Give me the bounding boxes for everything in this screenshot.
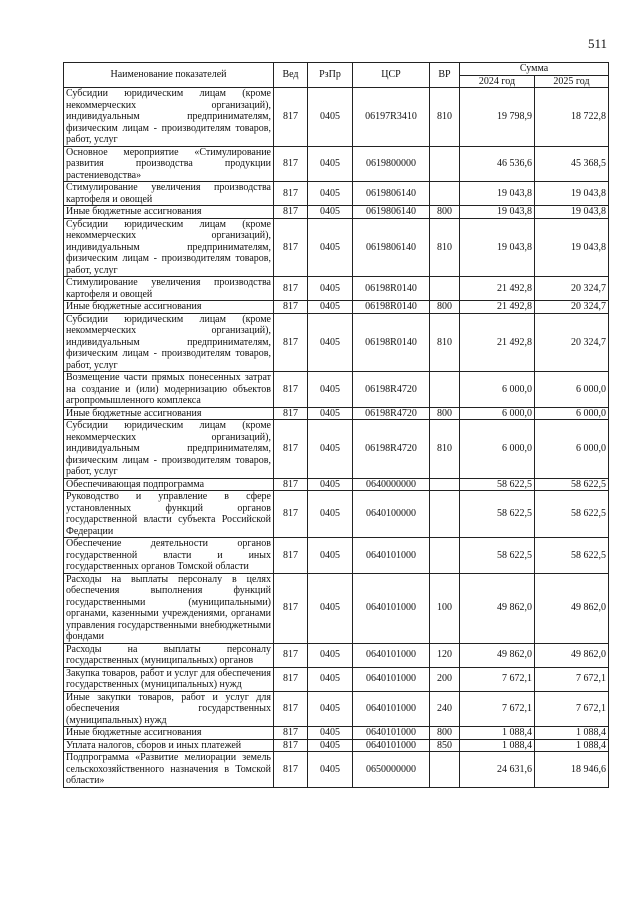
cell-csr: 0619806140 <box>353 182 430 206</box>
cell-2024: 49 862,0 <box>460 573 535 643</box>
header-name: Наименование показателей <box>64 63 274 88</box>
cell-csr: 06198R0140 <box>353 301 430 314</box>
cell-csr: 06198R0140 <box>353 277 430 301</box>
cell-rzpr: 0405 <box>308 727 353 740</box>
cell-ved: 817 <box>274 739 308 752</box>
cell-ved: 817 <box>274 727 308 740</box>
cell-2025: 19 043,8 <box>535 182 609 206</box>
cell-rzpr: 0405 <box>308 691 353 727</box>
cell-name: Стимулирование увеличения производства картофеля и овощей <box>64 182 274 206</box>
cell-name: Возмещение части прямых понесенных затрат на создание и (или) модернизацию объектов агропромышленного комплекса <box>64 372 274 408</box>
cell-2025: 20 324,7 <box>535 313 609 372</box>
cell-name: Иные бюджетные ассигнования <box>64 206 274 219</box>
cell-name: Обеспечивающая подпрограмма <box>64 478 274 491</box>
cell-ved: 817 <box>274 301 308 314</box>
table-row <box>64 88 609 147</box>
table-row <box>64 643 609 667</box>
cell-2025: 18 722,8 <box>535 88 609 147</box>
cell-vr: 800 <box>430 727 460 740</box>
cell-ved: 817 <box>274 88 308 147</box>
cell-name: Расходы на выплаты персоналу государственных (муниципальных) органов <box>64 643 274 667</box>
cell-2025: 58 622,5 <box>535 478 609 491</box>
cell-csr: 0650000000 <box>353 752 430 788</box>
cell-rzpr: 0405 <box>308 301 353 314</box>
cell-vr: 850 <box>430 739 460 752</box>
cell-2024: 6 000,0 <box>460 372 535 408</box>
cell-rzpr: 0405 <box>308 752 353 788</box>
table-row <box>64 407 609 420</box>
cell-vr: 810 <box>430 218 460 277</box>
table-row <box>64 182 609 206</box>
cell-2025: 1 088,4 <box>535 739 609 752</box>
table-row <box>64 372 609 408</box>
cell-2024: 7 672,1 <box>460 667 535 691</box>
cell-vr: 120 <box>430 643 460 667</box>
cell-name: Иные бюджетные ассигнования <box>64 727 274 740</box>
cell-ved: 817 <box>274 667 308 691</box>
cell-ved: 817 <box>274 691 308 727</box>
cell-ved: 817 <box>274 573 308 643</box>
header-ved: Вед <box>274 63 308 88</box>
header-rzpr: РзПр <box>308 63 353 88</box>
cell-name: Субсидии юридическим лицам (кроме некоммерческих организаций), индивидуальным предпринимателям, физическим лицам - производителям товаров, работ, услуг <box>64 88 274 147</box>
cell-2025: 6 000,0 <box>535 407 609 420</box>
cell-vr <box>430 182 460 206</box>
cell-rzpr: 0405 <box>308 643 353 667</box>
cell-2024: 58 622,5 <box>460 478 535 491</box>
cell-name: Подпрограмма «Развитие мелиорации земель сельскохозяйственного назначения в Томской области» <box>64 752 274 788</box>
cell-ved: 817 <box>274 218 308 277</box>
header-vr: ВР <box>430 63 460 88</box>
cell-name: Руководство и управление в сфере установленных функций органов государственной власти субъекта Российской Федерации <box>64 491 274 538</box>
cell-rzpr: 0405 <box>308 739 353 752</box>
table-row <box>64 277 609 301</box>
cell-2025: 6 000,0 <box>535 372 609 408</box>
cell-2025: 20 324,7 <box>535 301 609 314</box>
cell-csr: 0640100000 <box>353 491 430 538</box>
cell-rzpr: 0405 <box>308 88 353 147</box>
cell-rzpr: 0405 <box>308 146 353 182</box>
budget-table <box>63 62 609 788</box>
cell-csr: 0640101000 <box>353 538 430 574</box>
cell-rzpr: 0405 <box>308 420 353 479</box>
cell-csr: 0619806140 <box>353 218 430 277</box>
cell-2024: 19 043,8 <box>460 182 535 206</box>
cell-2025: 58 622,5 <box>535 538 609 574</box>
cell-name: Субсидии юридическим лицам (кроме некоммерческих организаций), индивидуальным предпринимателям, физическим лицам - производителям товаров, работ, услуг <box>64 420 274 479</box>
table-row <box>64 727 609 740</box>
cell-rzpr: 0405 <box>308 206 353 219</box>
cell-rzpr: 0405 <box>308 218 353 277</box>
cell-csr: 0640101000 <box>353 739 430 752</box>
cell-ved: 817 <box>274 372 308 408</box>
cell-name: Обеспечение деятельности органов государственной власти и иных государственных органов Томской области <box>64 538 274 574</box>
cell-rzpr: 0405 <box>308 277 353 301</box>
cell-vr: 800 <box>430 407 460 420</box>
cell-vr: 810 <box>430 88 460 147</box>
table-row <box>64 752 609 788</box>
cell-rzpr: 0405 <box>308 538 353 574</box>
cell-csr: 06198R4720 <box>353 407 430 420</box>
table-row <box>64 691 609 727</box>
cell-ved: 817 <box>274 277 308 301</box>
cell-name: Стимулирование увеличения производства картофеля и овощей <box>64 277 274 301</box>
cell-name: Уплата налогов, сборов и иных платежей <box>64 739 274 752</box>
table-body <box>64 88 609 788</box>
cell-vr: 810 <box>430 313 460 372</box>
cell-2025: 6 000,0 <box>535 420 609 479</box>
cell-rzpr: 0405 <box>308 407 353 420</box>
cell-2024: 24 631,6 <box>460 752 535 788</box>
cell-vr <box>430 752 460 788</box>
cell-vr <box>430 277 460 301</box>
cell-2024: 58 622,5 <box>460 538 535 574</box>
page-number: 511 <box>588 36 608 51</box>
cell-csr: 0619806140 <box>353 206 430 219</box>
cell-vr: 810 <box>430 420 460 479</box>
cell-rzpr: 0405 <box>308 573 353 643</box>
cell-name: Основное мероприятие «Стимулирование развития производства продукции растениеводства» <box>64 146 274 182</box>
cell-name: Иные бюджетные ассигнования <box>64 407 274 420</box>
cell-name: Закупка товаров, работ и услуг для обеспечения государственных (муниципальных) нужд <box>64 667 274 691</box>
cell-2025: 7 672,1 <box>535 667 609 691</box>
cell-2025: 20 324,7 <box>535 277 609 301</box>
table-row <box>64 313 609 372</box>
cell-csr: 0640101000 <box>353 727 430 740</box>
cell-vr <box>430 146 460 182</box>
cell-2025: 19 043,8 <box>535 206 609 219</box>
cell-name: Иные бюджетные ассигнования <box>64 301 274 314</box>
cell-ved: 817 <box>274 182 308 206</box>
cell-2025: 18 946,6 <box>535 752 609 788</box>
cell-csr: 06197R3410 <box>353 88 430 147</box>
cell-ved: 817 <box>274 206 308 219</box>
cell-rzpr: 0405 <box>308 182 353 206</box>
cell-2024: 6 000,0 <box>460 420 535 479</box>
header-csr: ЦСР <box>353 63 430 88</box>
table-row <box>64 538 609 574</box>
cell-vr: 200 <box>430 667 460 691</box>
cell-csr: 06198R0140 <box>353 313 430 372</box>
cell-csr: 0640101000 <box>353 573 430 643</box>
cell-2025: 58 622,5 <box>535 491 609 538</box>
cell-vr: 240 <box>430 691 460 727</box>
cell-2024: 1 088,4 <box>460 739 535 752</box>
table-row <box>64 667 609 691</box>
cell-csr: 0640101000 <box>353 691 430 727</box>
cell-ved: 817 <box>274 752 308 788</box>
table-row <box>64 218 609 277</box>
cell-name: Иные закупки товаров, работ и услуг для обеспечения государственных (муниципальных) нужд <box>64 691 274 727</box>
cell-2025: 7 672,1 <box>535 691 609 727</box>
header-2025: 2025 год <box>535 75 609 88</box>
cell-vr <box>430 538 460 574</box>
cell-vr <box>430 478 460 491</box>
cell-csr: 0640101000 <box>353 667 430 691</box>
cell-2024: 19 798,9 <box>460 88 535 147</box>
cell-2025: 49 862,0 <box>535 573 609 643</box>
table-row <box>64 301 609 314</box>
cell-ved: 817 <box>274 478 308 491</box>
table-row <box>64 491 609 538</box>
cell-2024: 7 672,1 <box>460 691 535 727</box>
cell-rzpr: 0405 <box>308 667 353 691</box>
cell-vr: 800 <box>430 206 460 219</box>
cell-ved: 817 <box>274 491 308 538</box>
table-row <box>64 739 609 752</box>
cell-2024: 19 043,8 <box>460 206 535 219</box>
cell-2024: 49 862,0 <box>460 643 535 667</box>
table-row <box>64 573 609 643</box>
cell-2024: 21 492,8 <box>460 313 535 372</box>
cell-name: Расходы на выплаты персоналу в целях обеспечения выполнения функций государственными (муниципальными) органами, казенными учреждениями, органами управления государственными внебюджетными фондами <box>64 573 274 643</box>
cell-csr: 06198R4720 <box>353 420 430 479</box>
cell-csr: 0640000000 <box>353 478 430 491</box>
cell-2024: 21 492,8 <box>460 301 535 314</box>
cell-csr: 0619800000 <box>353 146 430 182</box>
table-row <box>64 478 609 491</box>
cell-ved: 817 <box>274 313 308 372</box>
cell-2024: 21 492,8 <box>460 277 535 301</box>
cell-rzpr: 0405 <box>308 313 353 372</box>
cell-vr <box>430 372 460 408</box>
cell-rzpr: 0405 <box>308 372 353 408</box>
cell-2025: 49 862,0 <box>535 643 609 667</box>
cell-2024: 58 622,5 <box>460 491 535 538</box>
cell-ved: 817 <box>274 643 308 667</box>
header-2024: 2024 год <box>460 75 535 88</box>
cell-2025: 1 088,4 <box>535 727 609 740</box>
cell-2024: 1 088,4 <box>460 727 535 740</box>
cell-vr <box>430 491 460 538</box>
cell-ved: 817 <box>274 420 308 479</box>
cell-ved: 817 <box>274 146 308 182</box>
table-row <box>64 146 609 182</box>
cell-vr: 800 <box>430 301 460 314</box>
table-row <box>64 420 609 479</box>
cell-rzpr: 0405 <box>308 478 353 491</box>
cell-ved: 817 <box>274 538 308 574</box>
cell-name: Субсидии юридическим лицам (кроме некоммерческих организаций), индивидуальным предпринимателям, физическим лицам - производителям товаров, работ, услуг <box>64 313 274 372</box>
cell-csr: 0640101000 <box>353 643 430 667</box>
cell-2024: 19 043,8 <box>460 218 535 277</box>
cell-name: Субсидии юридическим лицам (кроме некоммерческих организаций), индивидуальным предпринимателям, физическим лицам - производителям товаров, работ, услуг <box>64 218 274 277</box>
cell-2024: 46 536,6 <box>460 146 535 182</box>
cell-2025: 45 368,5 <box>535 146 609 182</box>
cell-csr: 06198R4720 <box>353 372 430 408</box>
header-sum: Сумма <box>460 63 609 76</box>
cell-2025: 19 043,8 <box>535 218 609 277</box>
table-row <box>64 206 609 219</box>
cell-2024: 6 000,0 <box>460 407 535 420</box>
cell-ved: 817 <box>274 407 308 420</box>
cell-rzpr: 0405 <box>308 491 353 538</box>
cell-vr: 100 <box>430 573 460 643</box>
